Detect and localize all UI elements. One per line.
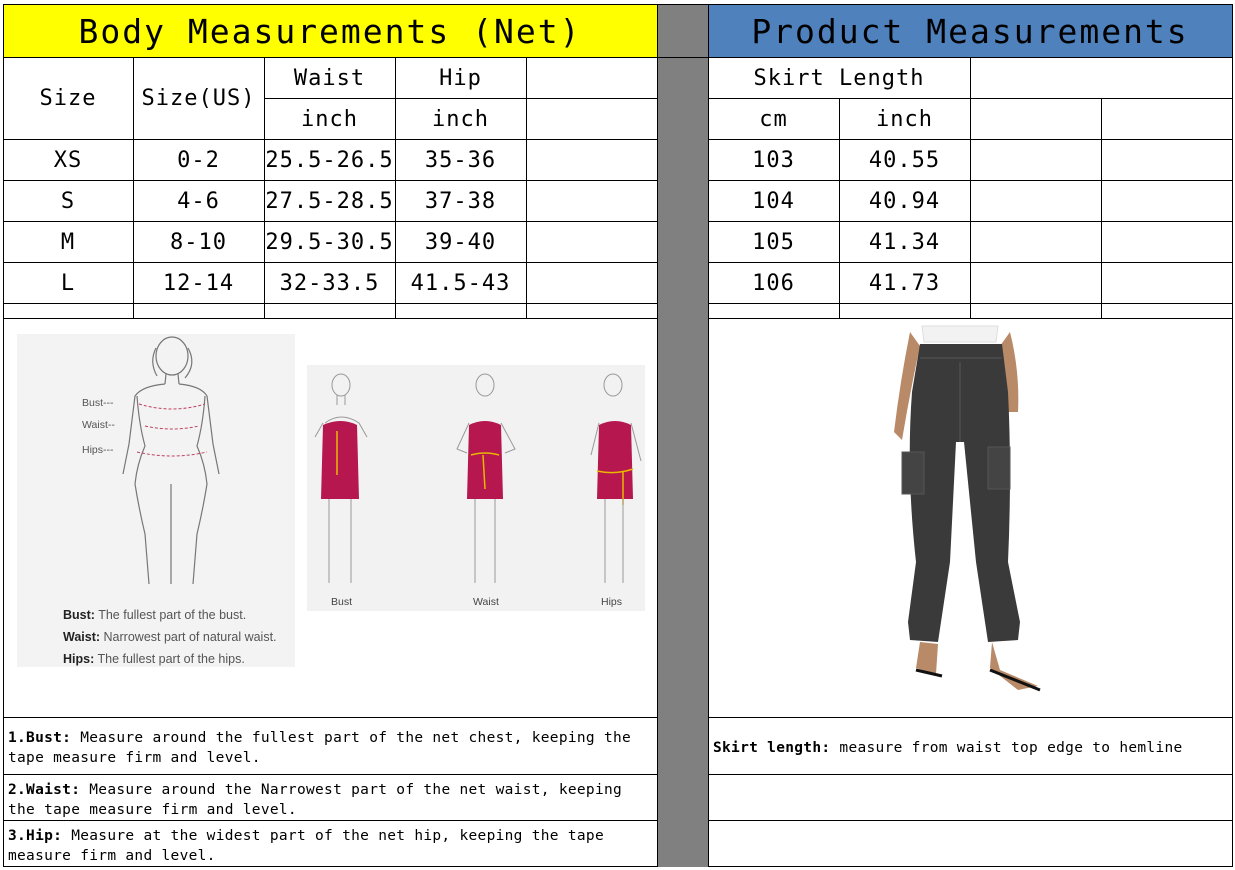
header-waist: Waist — [293, 65, 366, 91]
header-size-us: Size(US) — [141, 86, 256, 111]
cell-size: L — [60, 270, 76, 296]
figure-label-hips: Hips — [601, 596, 623, 608]
cell-size: M — [60, 229, 76, 255]
cell-hip: 39-40 — [424, 229, 497, 255]
cell-waist: 32-33.5 — [279, 270, 380, 296]
header-hip: Hip — [439, 65, 482, 91]
header-size: Size — [39, 86, 97, 111]
cell-hip: 37-38 — [424, 188, 497, 214]
cell-waist: 25.5-26.5 — [265, 147, 394, 173]
label-bust: Bust--- — [82, 397, 114, 409]
legend-hips — [63, 652, 245, 666]
figure-label-bust: Bust — [331, 596, 353, 608]
legend-bust-term: Bust: — [63, 608, 95, 622]
cell-cm: 104 — [752, 188, 795, 214]
note-skirt-length — [708, 738, 1235, 758]
figure-hips — [591, 374, 641, 583]
label-hips: Hips--- — [82, 444, 114, 456]
figure-bust — [315, 374, 367, 583]
legend-waist-term: Waist: — [63, 630, 101, 644]
note-skirt-text: measure from waist top edge to hemline — [830, 740, 1183, 756]
label-waist: Waist-- — [82, 419, 115, 431]
cell-size-us: 4-6 — [177, 188, 220, 214]
dress-figures-diagram — [307, 365, 645, 611]
cell-inch: 41.73 — [868, 270, 941, 296]
cell-size-us: 0-2 — [177, 147, 220, 173]
product-image — [880, 322, 1050, 694]
body-outline-figure — [17, 334, 295, 594]
cell-cm: 105 — [752, 229, 795, 255]
header-waist-unit: inch — [301, 106, 358, 132]
legend-waist — [63, 630, 277, 644]
cell-cm: 106 — [752, 270, 795, 296]
cell-inch: 41.34 — [868, 229, 941, 255]
note-hip-text: Measure at the widest part of the net hip, keeping the tape measure firm and level. — [8, 828, 604, 864]
cell-inch: 40.55 — [868, 147, 941, 173]
cell-inch: 40.94 — [868, 188, 941, 214]
note-hip — [3, 826, 658, 866]
note-bust-term: 1.Bust: — [8, 730, 72, 746]
cell-hip: 41.5-43 — [410, 270, 511, 296]
product-measurements-title: Product Measurements — [751, 12, 1189, 51]
header-inch: inch — [876, 106, 933, 132]
cell-size-us: 12-14 — [162, 270, 235, 296]
gray-divider-column — [657, 5, 708, 867]
legend-bust-desc: The fullest part of the bust. — [98, 608, 247, 622]
legend-hips-desc: The fullest part of the hips. — [97, 652, 245, 666]
note-skirt-term: Skirt length: — [713, 740, 831, 756]
legend-waist-desc: Narrowest part of natural waist. — [103, 630, 277, 644]
note-hip-term: 3.Hip: — [8, 828, 63, 844]
cargo-pants-illustration — [880, 322, 1050, 694]
dress-figures-svg — [307, 365, 645, 611]
legend-hips-term: Hips: — [63, 652, 95, 666]
header-hip-unit: inch — [432, 106, 489, 132]
cell-size: S — [60, 188, 76, 214]
cell-size-us: 8-10 — [170, 229, 227, 255]
cell-waist: 29.5-30.5 — [265, 229, 394, 255]
figure-label-waist: Waist — [473, 596, 499, 608]
figure-waist — [457, 374, 515, 583]
note-waist — [3, 780, 658, 820]
body-outline-diagram — [17, 334, 295, 667]
cell-cm: 103 — [752, 147, 795, 173]
note-waist-term: 2.Waist: — [8, 782, 81, 798]
note-bust-text: Measure around the fullest part of the net chest, keeping the tape measure firm and level. — [8, 730, 632, 766]
header-skirt-length: Skirt Length — [753, 65, 925, 91]
header-cm: cm — [759, 106, 788, 132]
legend-bust — [63, 608, 246, 622]
cell-size: XS — [53, 147, 83, 173]
note-waist-text: Measure around the Narrowest part of the net waist, keeping the tape measure firm and level. — [8, 782, 623, 818]
note-bust — [3, 728, 658, 768]
cell-waist: 27.5-28.5 — [265, 188, 394, 214]
body-measurements-title: Body Measurements (Net) — [78, 12, 582, 51]
cell-hip: 35-36 — [424, 147, 497, 173]
